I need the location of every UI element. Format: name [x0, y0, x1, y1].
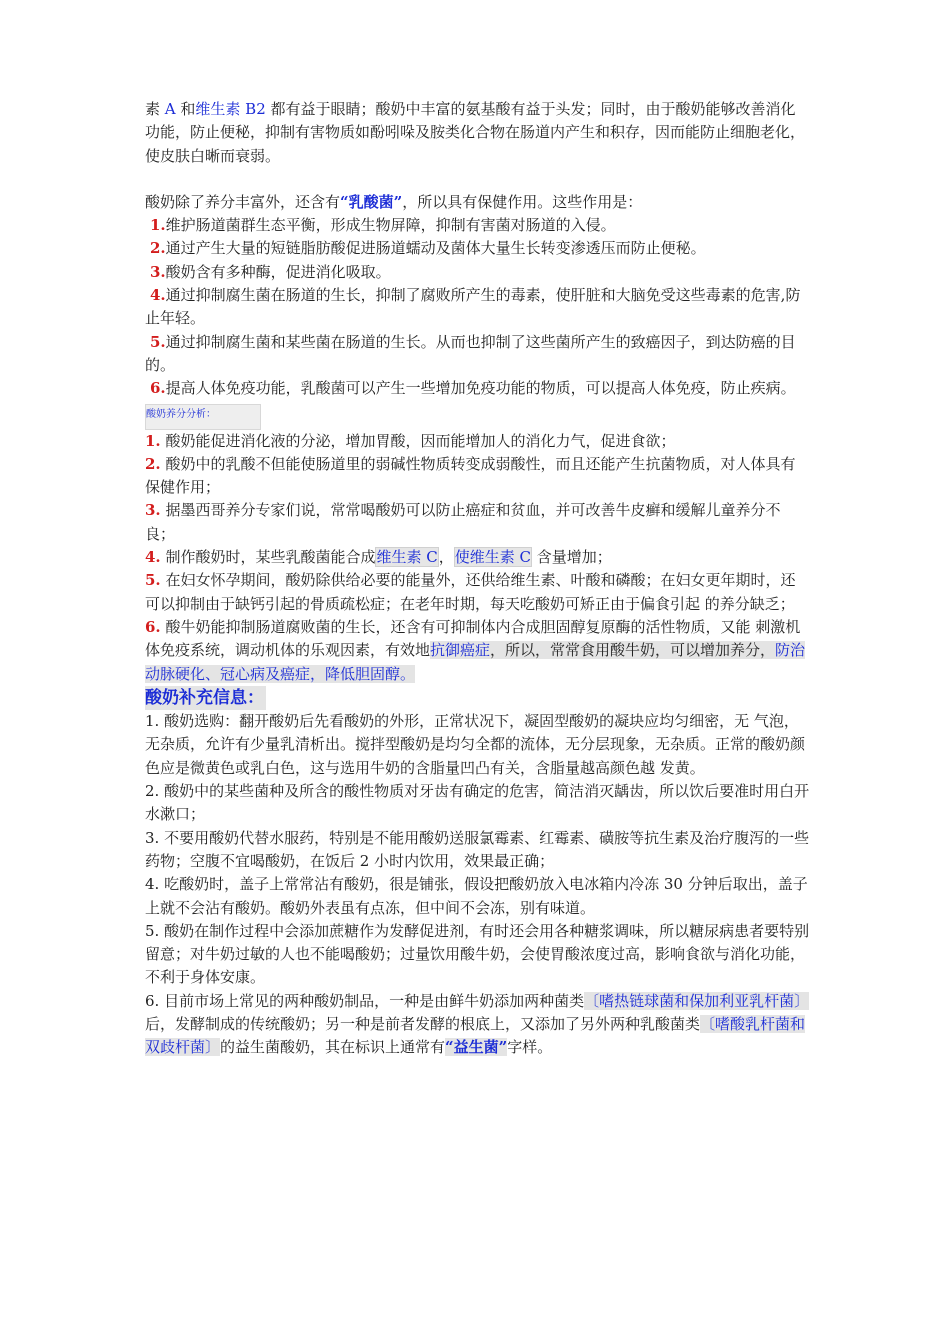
benefit-item: 3.酸奶含有多种酶，促进消化吸取。: [150, 262, 391, 281]
analysis-item: 3. 据墨西哥养分专家们说，常常喝酸奶可以防止癌症和贫血，并可改善牛皮癣和缓解儿童养分不良；: [145, 501, 781, 543]
analysis-item: 2. 酸奶中的乳酸不但能使肠道里的弱碱性物质转变成弱酸性，而且还能产生抗菌物质，对人体具有保健作用；: [145, 454, 796, 497]
analysis-heading: 酸奶养分分析：: [145, 404, 261, 430]
highlight-vitamin-c-increase: 使维生素 C: [454, 548, 531, 567]
benefit-item: 2.通过产生大量的短链脂肪酸促进肠道蠕动及菌体大量生长转变渗透压而防止便秘。: [150, 239, 706, 258]
supplement-heading: 酸奶补充信息：: [145, 687, 264, 708]
highlight-anti-cancer: 抗御癌症: [430, 641, 491, 660]
highlight-traditional-bacteria: 〔嗜热链球菌和保加利亚乳杆菌〕: [584, 991, 810, 1010]
intro-paragraph: 素 A 和维生素 B2 都有益于眼睛；酸奶中丰富的氨基酸有益于头发；同时，由于酸奶能够改善消化功能，防止便秘，抑制有害物质如酚吲哚及胺类化合物在肠道内产生和积存，因而能防止细胞老化，使皮肤白晰而衰弱。: [145, 100, 806, 165]
vitamin-a-text: A: [164, 100, 176, 118]
document-body: [145, 98, 810, 1060]
spacer: [145, 168, 810, 191]
benefit-item: 4.通过抑制腐生菌在肠道的生长，抑制了腐败所产生的毒素，使肝脏和大脑免受这些毒素的危害,防止年轻。: [145, 286, 801, 328]
supplement-item: 3. 不要用酸奶代替水服药，特别是不能用酸奶送服氯霉素、红霉素、磺胺等抗生素及治疗腹泻的一些药物；空腹不宜喝酸奶，在饭后 2 小时内饮用，效果最正确；: [145, 828, 810, 870]
highlight-probiotic-bacteria: 〔嗜酸乳杆菌和双歧杆菌〕: [145, 1014, 806, 1057]
supplement-item: 4. 吃酸奶时，盖子上常常沾有酸奶，很是铺张，假设把酸奶放入电冰箱内冷冻 30 分钟后取出，盖子上就不会沾有酸奶。酸奶外表虽有点冻，但中间不会冻，别有味道。: [145, 875, 808, 917]
supplement-item: 6. 目前市场上常见的两种酸奶制品，一种是由鲜牛奶添加两种菌类〔嗜热链球菌和保加利亚乳杆菌〕后，发酵制成的传统酸奶；另一种是前者发酵的根底上，又添加了另外两种乳酸菌类〔嗜酸乳杆菌和双歧杆菌〕的益生菌酸奶，其在标识上通常有“益生菌”字样。: [145, 991, 810, 1057]
vitamin-b2-text: 维生素 B2: [195, 100, 266, 118]
supplement-item: 1. 酸奶选购：翻开酸奶后先看酸奶的外形，正常状况下，凝固型酸奶的凝块应均匀细密，无 气泡，无杂质，允许有少量乳清析出。搅拌型酸奶是均匀全都的流体，无分层现象，无杂质。正常的酸奶颜色应是微黄色或乳白色，这与选用牛奶的含脂量凹凸有关，含脂量越高颜色越 发黄。: [145, 712, 806, 777]
analysis-item: 5. 在妇女怀孕期间，酸奶除供给必要的能量外，还供给维生素、叶酸和磷酸；在妇女更年期时，还可以抑制由于缺钙引起的骨质疏松症；在老年时期，每天吃酸奶可矫正由于偏食引起 的养分缺乏；: [145, 571, 796, 613]
benefit-item: 6.提高人体免疫功能，乳酸菌可以产生一些增加免疫功能的物质，可以提高人体免疫，防止疾病。: [150, 379, 796, 398]
analysis-item: 6. 酸牛奶能抑制肠道腐败菌的生长，还含有可抑制体内合成胆固醇复原酶的活性物质，又能 刺激机体免疫系统，调动机体的乐观因素，有效地抗御癌症，所以，常常食用酸牛奶，可以增加养分，防治动脉硬化、冠心病及癌症，降低胆固醇。: [145, 617, 806, 683]
benefit-item: 5.通过抑制腐生菌和某些菌在肠道的生长。从而也抑制了这些菌所产生的致癌因子，到达防癌的目的。: [145, 332, 796, 374]
benefit-item: 1.维护肠道菌群生态平衡，形成生物屏障，抑制有害菌对肠道的入侵。: [150, 216, 616, 235]
analysis-heading-row: [145, 401, 810, 430]
analysis-item: 1. 酸奶能促进消化液的分泌，增加胃酸，因而能增加人的消化力气，促进食欲；: [145, 431, 676, 450]
analysis-item: 4. 制作酸奶时，某些乳酸菌能合成维生素 C，使维生素 C 含量增加；: [145, 548, 612, 567]
probiotic-term: “益生菌”: [445, 1038, 508, 1057]
highlight-vitamin-c: 维生素 C: [376, 548, 438, 567]
highlight-prevention: 防治动脉硬化、冠心病及癌症，降低胆固醇。: [145, 641, 806, 683]
lactobacillus-term: “乳酸菌”: [340, 192, 403, 211]
supplement-heading-row: [145, 686, 810, 710]
supplement-item: 5. 酸奶在制作过程中会添加蔗糖作为发酵促进剂，有时还会用各种糖浆调味，所以糖尿病患者要特别留意；对牛奶过敏的人也不能喝酸奶；过量饮用酸牛奶，会使胃酸浓度过高，影响食欲与消化功能，不利于身体安康。: [145, 921, 810, 987]
supplement-item: 2. 酸奶中的某些菌种及所含的酸性物质对牙齿有确定的危害，简洁消灭龋齿，所以饮后要准时用白开水漱口；: [145, 782, 810, 824]
lactobacillus-intro: 酸奶除了养分丰富外，还含有“乳酸菌”，所以具有保健作用。这些作用是：: [145, 192, 643, 211]
